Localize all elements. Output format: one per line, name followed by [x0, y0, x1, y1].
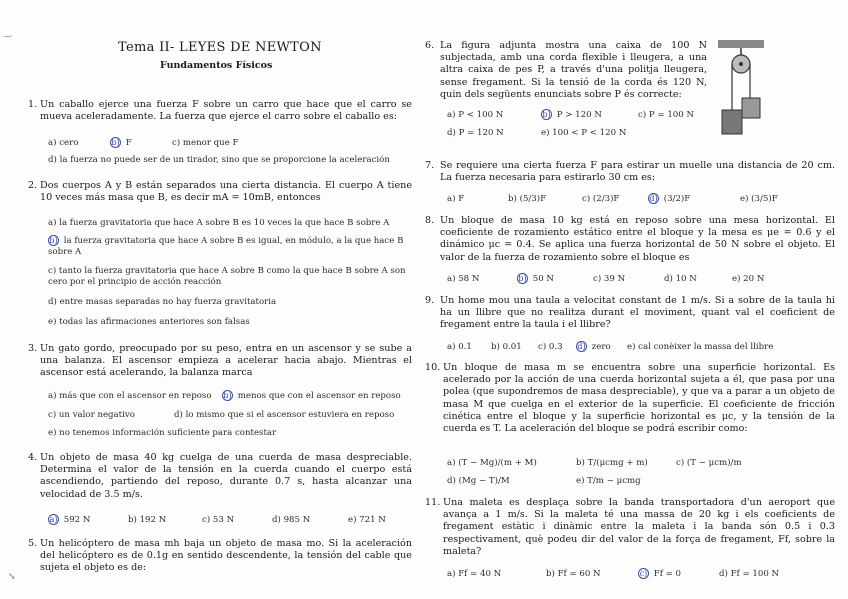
q11-option-a[interactable]: a) Ff = 40 N [447, 569, 502, 579]
q2-option-c[interactable]: c) tanto la fuerza gravitatoria que hace A sobre B como la que hace B sobre A son cero por el principio de acción reacción [48, 266, 406, 287]
q1-option-c[interactable]: c) menor que F [172, 138, 239, 148]
page-subtitle: Fundamentos Físicos [160, 60, 273, 71]
margin-mark: ‿ [4, 28, 12, 38]
q10-option-a[interactable]: a) (T − Mg)/(m + M) [447, 458, 537, 468]
q7-option-d[interactable]: d) (3/2)F [649, 194, 691, 204]
q3-option-e[interactable]: e) no tenemos información suficiente para contestar [48, 428, 277, 438]
question-3: 3. Un gato gordo, preocupado por su peso, entra en un ascensor y se sube a una balanza. El ascensor empieza a acelerar hacia abajo. Mientras el ascensor está acelerando, la balanza marca [28, 343, 412, 379]
q10-option-e[interactable]: e) T/m − μcmg [576, 476, 641, 486]
q3-option-c[interactable]: c) un valor negativo [48, 410, 135, 420]
selected-circle-icon: a) [49, 515, 58, 524]
q10-option-b[interactable]: b) T/(μcmg + m) [576, 458, 648, 468]
question-7: 7. Se requiere una cierta fuerza F para estirar un muelle una distancia de 20 cm. La fuerza necesaria para estirarlo 30 cm es: [425, 160, 835, 184]
q3-option-b[interactable]: b) menos que con el ascensor en reposo [223, 391, 401, 401]
q7-option-c[interactable]: c) (2/3)F [582, 194, 620, 204]
arrow-mark-icon: ↘ [8, 572, 16, 582]
q8-option-d[interactable]: d) 10 N [664, 274, 697, 284]
q8-option-c[interactable]: c) 39 N [593, 274, 626, 284]
q6-option-b[interactable]: b) P > 120 N [542, 110, 602, 120]
q4-option-b[interactable]: b) 192 N [128, 515, 167, 525]
ceiling-support [718, 40, 764, 48]
q11-option-b[interactable]: b) Ff = 60 N [546, 569, 601, 579]
q9-option-a[interactable]: a) 0.1 [447, 342, 472, 352]
q4-option-d[interactable]: d) 985 N [272, 515, 311, 525]
q9-option-c[interactable]: c) 0.3 [538, 342, 563, 352]
q8-option-a[interactable]: a) 58 N [447, 274, 480, 284]
q6-option-a[interactable]: a) P < 100 N [447, 110, 504, 120]
q4-option-c[interactable]: c) 53 N [202, 515, 235, 525]
q1-option-b[interactable]: b) F [111, 138, 132, 148]
q1-option-d[interactable]: d) la fuerza no puede ser de un tirador, sino que se proporcione la aceleración [48, 155, 390, 165]
question-2: 2. Dos cuerpos A y B están separados una cierta distancia. El cuerpo A tiene 10 veces más masa que B, es decir mA = 10mB, entonces [28, 180, 412, 204]
q2-option-e[interactable]: e) todas las afirmaciones anteriores son falsas [48, 317, 250, 327]
q8-option-e[interactable]: e) 20 N [732, 274, 765, 284]
q7-option-b[interactable]: b) (5/3)F [508, 194, 547, 204]
q11-option-d[interactable]: d) Ff = 100 N [719, 569, 780, 579]
q3-option-a[interactable]: a) más que con el ascensor en reposo [48, 391, 212, 401]
question-5: 5. Un helicóptero de masa mh baja un objeto de masa mo. Si la aceleración del helicóptero es de 0.1g en sentido descendente, la tensión del cable que sujeta el objeto es de: [28, 538, 412, 574]
q3-option-d[interactable]: d) lo mismo que si el ascensor estuviera en reposo [174, 410, 395, 420]
question-4: 4. Un objeto de masa 40 kg cuelga de una cuerda de masa despreciable. Determina el valor de la tensión en la cuerda cuando el cuerpo está ascendiendo, partiendo del reposo, durante 0.7 s, hasta alcanzar una velocidad de 3.5 m/s. [28, 452, 412, 500]
q2-option-a[interactable]: a) la fuerza gravitatoria que hace A sobre B es 10 veces la que hace B sobre A [48, 218, 390, 228]
question-10: 10. Un bloque de masa m se encuentra sobre una superficie horizontal. Es acelerado por la acción de una cuerda horizontal sujeta a él, que pasa por una polea (que supondremos de masa despreciable), y que va a parar a un objeto de masa M que cuelga en el exterior de la superficie. El coeficiente de fricción cinética entre el bloque y la superficie horizontal es μc, y la tensión de la cuerda es T. La aceleración del bloque se podrá escribir como: [425, 362, 835, 435]
q10-option-d[interactable]: d) (Mg − T)/M [447, 476, 510, 486]
selected-circle-icon: d) [649, 194, 658, 203]
selected-circle-icon: b) [518, 274, 527, 283]
q7-option-e[interactable]: e) (3/5)F [740, 194, 778, 204]
selected-circle-icon: b) [111, 138, 120, 147]
q6-option-e[interactable]: e) 100 < P < 120 N [541, 128, 627, 138]
box-left [722, 110, 742, 134]
q6-option-c[interactable]: c) P = 100 N [638, 110, 694, 120]
q4-option-a[interactable]: a) 592 N [49, 515, 91, 525]
page-title: Tema II- LEYES DE NEWTON [118, 40, 322, 55]
q10-option-c[interactable]: c) (T − μcm)/m [676, 458, 742, 468]
q7-option-a[interactable]: a) F [447, 194, 465, 204]
q1-option-a[interactable]: a) cero [48, 138, 79, 148]
q9-option-d[interactable]: d) zero [577, 342, 611, 352]
box-right [742, 98, 760, 118]
selected-circle-icon: b) [542, 110, 551, 119]
q9-option-e[interactable]: e) cal conèixer la massa del llibre [627, 342, 774, 352]
selected-circle-icon: b) [49, 236, 58, 245]
q2-option-b[interactable]: b) la fuerza gravitatoria que hace A sobre B es igual, en módulo, a la que hace B sobre A [48, 236, 404, 257]
q2-option-d[interactable]: d) entre masas separadas no hay fuerza gravitatoria [48, 297, 277, 307]
question-6: 6. La figura adjunta mostra una caixa de 100 N subjectada, amb una corda flexible i lleugera, a una altra caixa de pes P, a través d'una politja lleugera, sense fregament. Si la tensió de la corda és 120 N, quin dels següents enunciats sobre P és correcte: [425, 40, 707, 100]
selected-circle-icon: d) [577, 342, 586, 351]
pulley-diagram [714, 38, 770, 138]
question-9: 9. Un home mou una taula a velocitat constant de 1 m/s. Si a sobre de la taula hi ha un llibre que no realitza durant el moviment, quant val el coeficient de fregament entre la taula i el llibre? [425, 295, 835, 331]
selected-circle-icon: c) [639, 569, 648, 578]
q11-option-c[interactable]: c) Ff = 0 [639, 569, 682, 579]
q9-option-b[interactable]: b) 0.01 [491, 342, 522, 352]
q6-option-d[interactable]: d) P = 120 N [447, 128, 504, 138]
question-1: 1. Un caballo ejerce una fuerza F sobre un carro que hace que el carro se mueva aceleradamente. La fuerza que ejerce el carro sobre el caballo es: [28, 99, 412, 123]
selected-circle-icon: b) [223, 391, 232, 400]
question-11: 11. Una maleta es desplaça sobre la banda transportadora d'un aeroport que avança a 1 m/s. Si la maleta té una massa de 20 kg i els coeficients de fregament estàtic i dinàmic entre la maleta i la banda són 0.5 i 0.3 respectivament, què podeu dir del valor de la força de fregament, Ff, sobre la maleta? [425, 497, 835, 557]
q8-option-b[interactable]: b) 50 N [518, 274, 554, 284]
question-8: 8. Un bloque de masa 10 kg está en reposo sobre una mesa horizontal. El coeficiente de rozamiento estático entre el bloque y la mesa es μe = 0.6 y el dinámico μc = 0.4. Se aplica una fuerza horizontal de 50 N sobre el objeto. El valor de la fuerza de rozamiento sobre el bloque es [425, 215, 835, 263]
q4-option-e[interactable]: e) 721 N [348, 515, 386, 525]
